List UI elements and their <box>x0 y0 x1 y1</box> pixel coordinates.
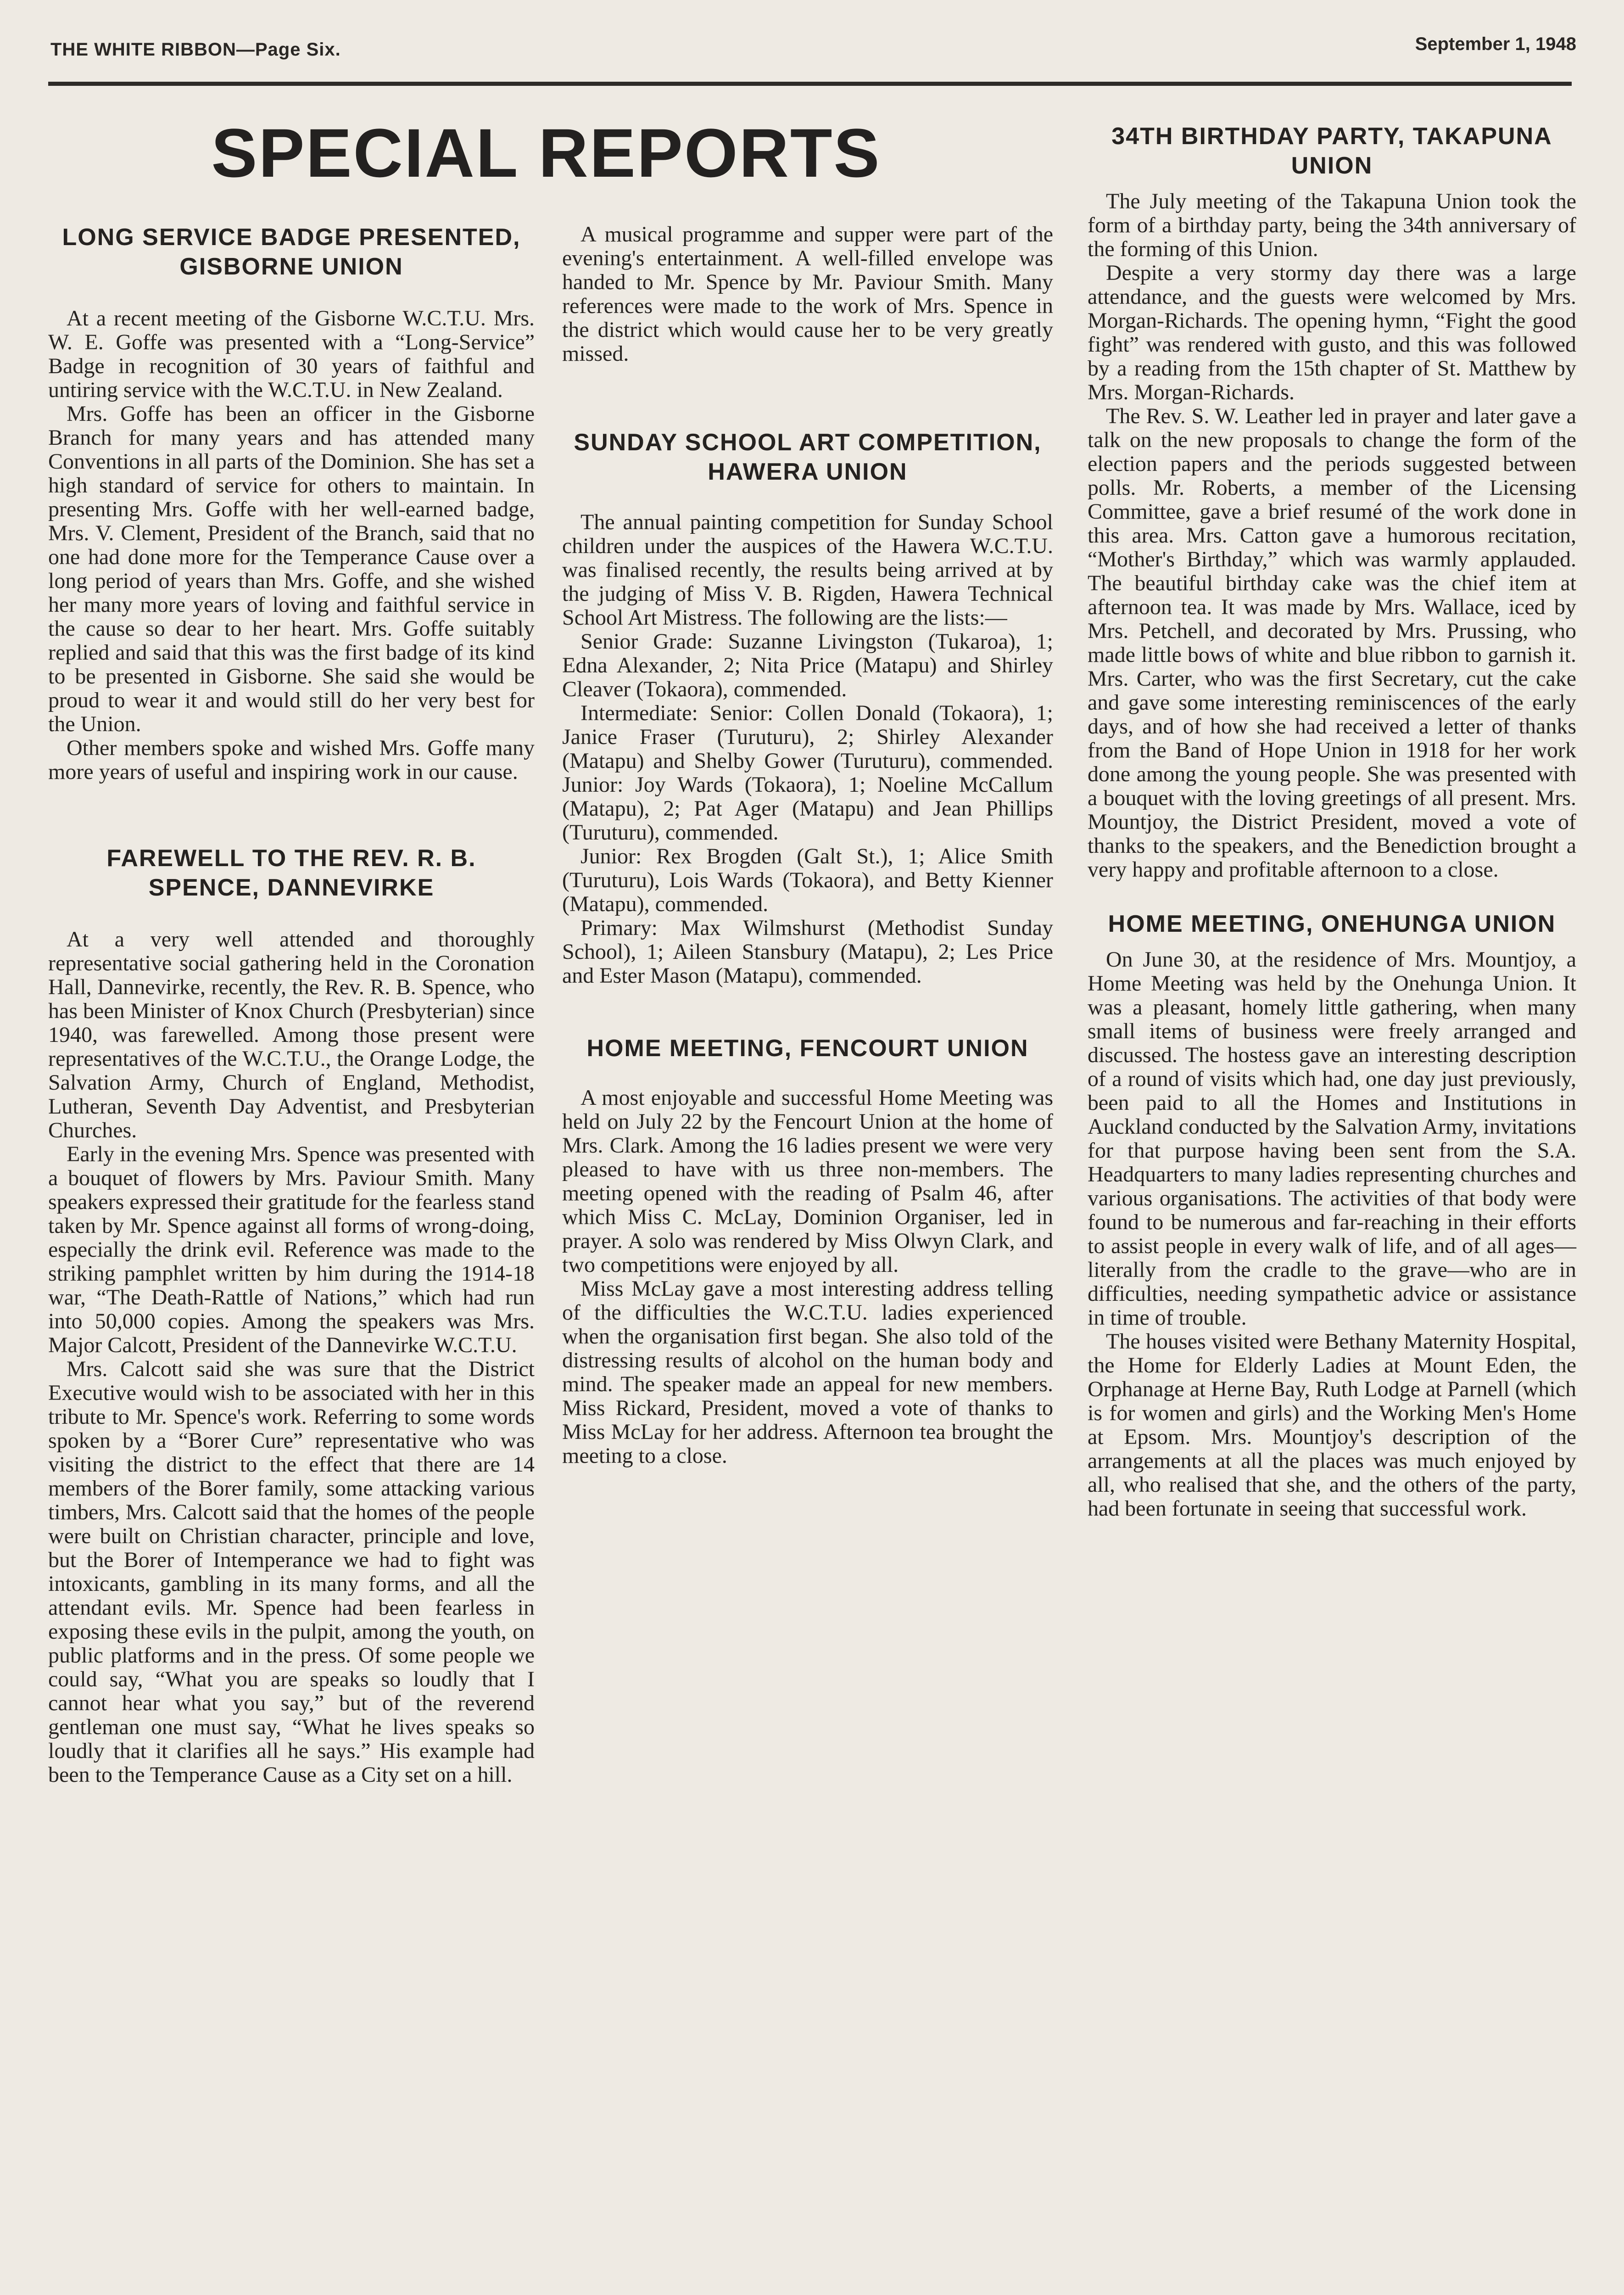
article-birthday-takapuna <box>1088 122 1576 882</box>
article-paragraph: Despite a very stormy day there was a large attendance, and the guests were welcomed by Mrs. Morgan-Richards. The opening hymn, “Fight the good fight” was rendered with gusto, and this was followed by a reading from the 15th chapter of St. Matthew by Mrs. Morgan-Richards. <box>1088 261 1576 404</box>
results-senior-grade: Senior Grade: Suzanne Livingston (Tukaroa), 1; Edna Alexander, 2; Nita Price (Matapu) and Shirley Cleaver (Tokaora), commended. <box>562 629 1053 701</box>
results-intermediate: Intermediate: Senior: Collen Donald (Tokaora), 1; Janice Fraser (Turuturu), 2; Shirley Alexander (Matapu) and Shelby Gower (Turuturu), commended. Junior: Joy Wards (Tokaora), 1; Noeline McCallum (Matapu), 2; Pat Ager (Matapu) and Jean Phillips (Turuturu), commended. <box>562 701 1053 845</box>
column-1 <box>48 223 535 1787</box>
article-paragraph: The houses visited were Bethany Maternity Hospital, the Home for Elderly Ladies at Mount Eden, the Orphanage at Herne Bay, Ruth Lodge at Parnell (which is for women and girls) and the Working Men's Home at Epsom. Mrs. Mountjoy's description of the arrangements at all the places was much enjoyed by all, who realised that she, and the others of the party, had been fortunate in seeing that successful work. <box>1088 1329 1576 1521</box>
article-paragraph: At a recent meeting of the Gisborne W.C.T.U. Mrs. W. E. Goffe was presented with a “Long-Service” Badge in recognition of 30 years of faithful and untiring service with the W.C.T.U. in New Zealand. <box>48 306 535 402</box>
article-paragraph: Early in the evening Mrs. Spence was presented with a bouquet of flowers by Mrs. Paviour Smith. Many speakers expressed their gratitude for the fearless stand taken by Mr. Spence against all forms of wrong-doing, especially the drink evil. Reference was made to the striking pamphlet written by him during the 1914-18 war, “The Death-Rattle of Nations,” which had run into 50,000 copies. Among the speakers was Mrs. Major Calcott, President of the Dannevirke W.C.T.U. <box>48 1142 535 1357</box>
page-title: SPECIAL REPORTS <box>211 114 881 191</box>
header-rule <box>48 82 1572 86</box>
article-paragraph-continued: A musical programme and supper were part of the evening's entertainment. A well-filled envelope was handed to Mr. Spence by Mr. Paviour Smith. Many references were made to the work of Mrs. Spence in the district which would cause her to be very greatly missed. <box>562 222 1053 366</box>
column-2 <box>562 223 1053 1468</box>
article-paragraph: The July meeting of the Takapuna Union took the form of a birthday party, being the 34th anniversary of the forming of this Union. <box>1088 189 1576 261</box>
article-paragraph: A most enjoyable and successful Home Meeting was held on July 22 by the Fencourt Union at the home of Mrs. Clark. Among the 16 ladies present we were very pleased to have with us three non-members. The meeting opened with the reading of Psalm 46, after which Miss C. McLay, Dominion Organiser, led in prayer. A solo was rendered by Miss Olwyn Clark, and two competitions were enjoyed by all. <box>562 1086 1053 1277</box>
article-paragraph: On June 30, at the residence of Mrs. Mountjoy, a Home Meeting was held by the Onehunga Union. It was a pleasant, homely little gathering, when many small items of business were freely arranged and discussed. The hostess gave an interesting description of a round of visits which had, one day just previously, been paid to all the Homes and Institutions in Auckland conducted by the Salvation Army, invitations for that purpose having been sent from the S.A. Headquarters to many ladies representing churches and various organisations. The activities of that body were found to be numerous and far-reaching in their efforts to assist people in every walk of life, and of all ages—literally from the cradle to the grave—who are in difficulties, needing sympathetic advice or assistance in time of trouble. <box>1088 947 1576 1330</box>
article-paragraph: Other members spoke and wished Mrs. Goffe many more years of useful and inspiring work in our cause. <box>48 736 535 784</box>
article-title: FAREWELL TO THE REV. R. B. SPENCE, DANNEVIRKE <box>106 845 476 901</box>
article-paragraph: Mrs. Calcott said she was sure that the District Executive would wish to be associated with her in this tribute to Mr. Spence's work. Referring to some words spoken by a “Borer Cure” representative who was visiting the district to the effect that there are 14 members of the Borer family, some attacking various timbers, Mrs. Calcott said that the homes of the people were built on Christian character, principle and love, but the Borer of Intemperance we had to fight was intoxicants, gambling in its many forms, and all the attendant evils. Mr. Spence had been fearless in exposing these evils in the pulpit, among the youth, on public platforms and in the press. Of some people we could say, “What you are speaks so loudly that I cannot hear what you say,” but of the reverend gentleman one must say, “What he lives speaks so loudly that it clarifies all he says.” His example had been to the Temperance Cause as a City set on a hill. <box>48 1357 535 1787</box>
article-home-meeting-onehunga <box>1088 909 1576 1521</box>
article-title: HOME MEETING, ONEHUNGA UNION <box>1108 911 1556 937</box>
publication-page-label: THE WHITE RIBBON—Page Six. <box>50 39 341 60</box>
article-farewell-spence <box>48 844 535 1787</box>
article-long-service-badge <box>48 223 535 784</box>
results-primary: Primary: Max Wilmshurst (Methodist Sunday School), 1; Aileen Stansbury (Matapu), 2; Les Price and Ester Mason (Matapu), commended. <box>562 916 1053 988</box>
article-sunday-school-art <box>562 428 1053 988</box>
article-paragraph: The Rev. S. W. Leather led in prayer and later gave a talk on the new proposals to change the form of the election papers and the periods suggested between polls. Mr. Roberts, a member of the Licensing Committee, gave a brief resumé of the work done in this area. Mrs. Catton gave a humorous recitation, “Mother's Birthday,” which was warmly applauded. The beautiful birthday cake was the chief item at afternoon tea. It was made by Mrs. Wallace, iced by Mrs. Petchell, and decorated by Mrs. Prussing, who made little bows of white and blue ribbon to garnish it. Mrs. Carter, who was the first Secretary, cut the cake and gave some interesting reminiscences of the early days, and of how she had received a letter of thanks from the Band of Hope Union in 1918 for her work done among the young people. She was presented with a bouquet with the loving greetings of all present. Mrs. Mountjoy, the District President, moved a vote of thanks to the speakers, and the Benediction brought a very happy and profitable afternoon to a close. <box>1088 404 1576 882</box>
article-home-meeting-fencourt <box>562 1034 1053 1468</box>
article-paragraph: Mrs. Goffe has been an officer in the Gisborne Branch for many years and has attended many Conventions in all parts of the Dominion. She has set a high standard of service for others to maintain. In presenting Mrs. Goffe with her well-earned badge, Mrs. V. Clement, President of the Branch, said that no one had done more for the Temperance Cause over a long period of years than Mrs. Goffe, and she wished her many more years of loving and faithful service in the cause so dear to her heart. Mrs. Goffe suitably replied and said that this was the first badge of its kind to be presented in Gisborne. She said she would be proud to wear it and would still do her very best for the Union. <box>48 402 535 736</box>
article-paragraph: Miss McLay gave a most interesting address telling of the difficulties the W.C.T.U. ladies experienced when the organisation first began. She also told of the distressing results of alcohol on the human body and mind. The speaker made an appeal for new members. Miss Rickard, President, moved a vote of thanks to Miss McLay for her address. Afternoon tea brought the meeting to a close. <box>562 1276 1053 1468</box>
column-3 <box>1088 122 1576 1521</box>
article-title: SUNDAY SCHOOL ART COMPETITION, HAWERA UNION <box>574 429 1042 485</box>
issue-date: September 1, 1948 <box>1415 34 1576 54</box>
running-header <box>50 28 1576 69</box>
article-paragraph: The annual painting competition for Sunday School children under the auspices of the Hawera W.C.T.U. was finalised recently, the results being arrived at by the judging of Miss V. B. Rigden, Hawera Technical School Art Mistress. The following are the lists:— <box>562 510 1053 630</box>
results-junior: Junior: Rex Brogden (Galt St.), 1; Alice Smith (Turuturu), Lois Wards (Tokaora), and Betty Kienner (Matapu), commended. <box>562 844 1053 916</box>
article-title: 34TH BIRTHDAY PARTY, TAKAPUNA UNION <box>1111 123 1552 179</box>
article-title: HOME MEETING, FENCOURT UNION <box>586 1035 1029 1062</box>
article-title: LONG SERVICE BADGE PRESENTED, GISBORNE UNION <box>62 224 521 280</box>
article-paragraph: At a very well attended and thoroughly representative social gathering held in the Coronation Hall, Dannevirke, recently, the Rev. R. B. Spence, who has been Minister of Knox Church (Presbyterian) since 1940, was farewelled. Among those present were representatives of the W.C.T.U., the Orange Lodge, the Salvation Army, Church of England, Methodist, Lutheran, Seventh Day Adventist, and Presbyterian Churches. <box>48 927 535 1142</box>
